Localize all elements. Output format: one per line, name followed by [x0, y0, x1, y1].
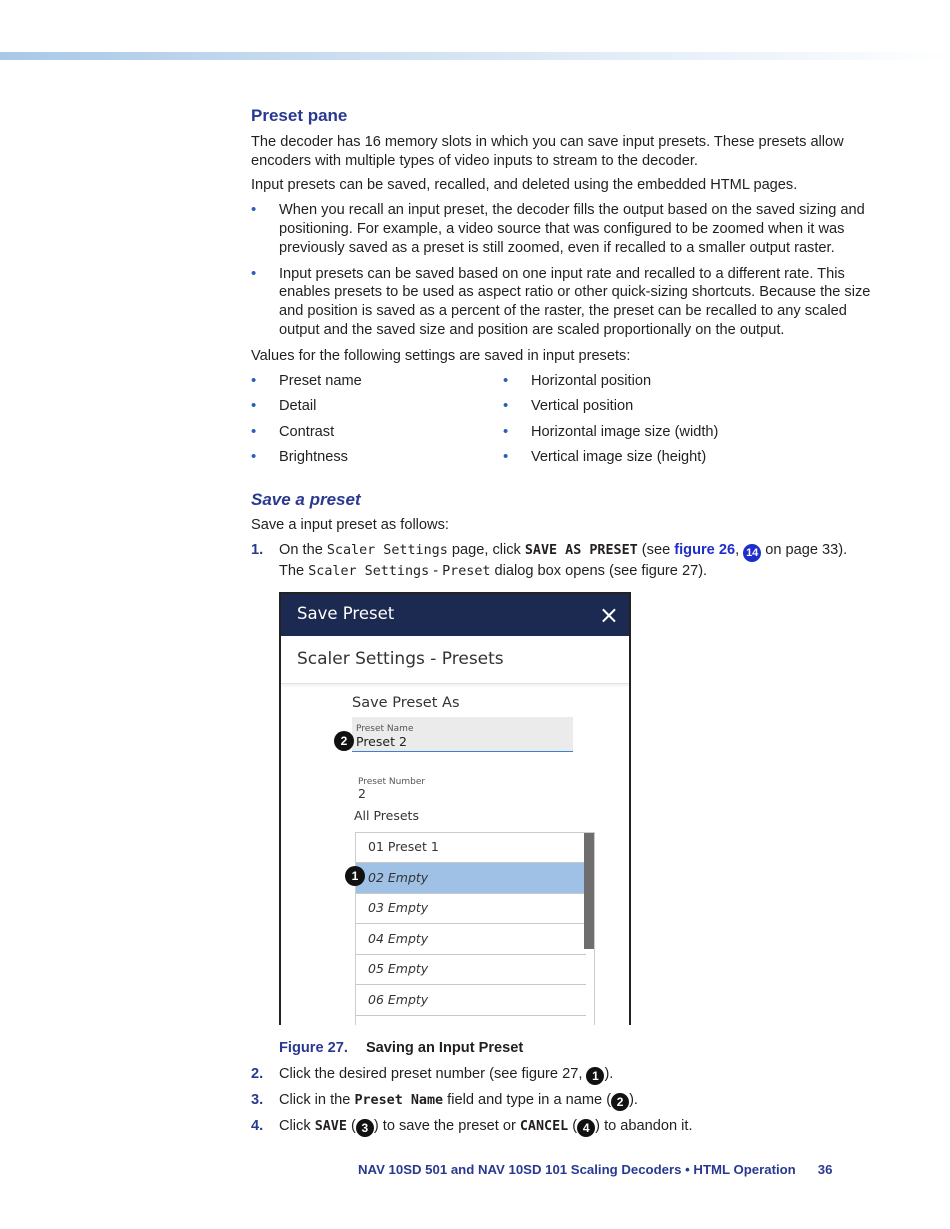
figure-title: Saving an Input Preset	[365, 1039, 524, 1056]
preset-row-selected[interactable]: 02 Empty	[356, 863, 586, 894]
list-item: • Preset name	[251, 371, 362, 389]
list-item: • Input presets can be saved based on one input rate and recalled to a different rate. This enables presets to be used as aspect ratio or other quick-sizing shortcuts. Because the size and position is saved as a percent of the raster, the preset can be recalled to any scaled output and the saved size and position are scaled proportionally on the output.	[251, 264, 871, 338]
list-item: • Brightness	[251, 448, 348, 466]
bullet-icon: •	[251, 448, 257, 466]
preset-number-label: Preset Number	[358, 776, 426, 787]
settings-right-column	[503, 372, 863, 474]
bullet-icon: •	[251, 201, 257, 219]
code-text: CANCEL	[519, 1118, 569, 1134]
save-intro: Save a input preset as follows:	[251, 517, 449, 534]
settings-left-column	[251, 372, 503, 474]
footer-text: NAV 10SD 501 and NAV 10SD 101 Scaling Decoders • HTML Operation	[358, 1162, 796, 1177]
preset-row[interactable]: 04 Empty	[356, 924, 586, 955]
dialog-header	[281, 594, 629, 636]
page-content	[251, 107, 871, 1143]
callout-3-icon: 3	[356, 1119, 374, 1137]
header-band	[0, 52, 950, 60]
callout-1-icon: 1	[345, 866, 365, 886]
preset-row[interactable]: 01 Preset 1	[356, 833, 586, 864]
all-presets-label: All Presets	[354, 807, 419, 823]
steps-list	[251, 541, 871, 582]
preset-name-field[interactable]	[352, 717, 573, 752]
bullet-icon: •	[251, 422, 257, 440]
callout-14-icon: 14	[743, 544, 761, 562]
list-scrollbar[interactable]	[584, 833, 594, 949]
code-text: SAVE	[314, 1118, 347, 1134]
figure-caption	[279, 1039, 871, 1058]
dialog-subtitle: Scaler Settings - Presets	[281, 636, 629, 684]
intro-paragraph: Input presets can be saved, recalled, and deleted using the embedded HTML pages.	[251, 177, 798, 194]
save-as-label: Save Preset As	[352, 694, 460, 711]
preset-name-value[interactable]: Preset 2	[356, 733, 407, 749]
step-4: 4. Click SAVE ( 3 ) to save the preset or CANCEL ( 4 ) to abandon it.	[251, 1117, 693, 1135]
bullet-icon: •	[251, 371, 257, 389]
code-text: Scaler Settings	[308, 564, 430, 580]
list-item: • When you recall an input preset, the decoder fills the output based on the saved sizing and positioning. For example, a video source that was configured to be zoomed when it was previously saved as a preset is still zoomed, even if recalled to a smaller output raster.	[251, 201, 865, 256]
figure-label: Figure 27.	[279, 1039, 348, 1056]
close-icon[interactable]: ×	[598, 600, 619, 629]
page-footer	[358, 1162, 832, 1177]
bullet-icon: •	[251, 397, 257, 415]
behavior-bullets	[251, 201, 871, 340]
preset-name-label: Preset Name	[356, 723, 414, 734]
list-item: • Vertical position	[503, 397, 634, 415]
subsection-title: Save a preset	[251, 489, 361, 509]
list-item: • Horizontal image size (width)	[503, 422, 719, 440]
save-preset-dialog	[279, 592, 631, 1025]
intro-paragraph: The decoder has 16 memory slots in which you can save input presets. These presets allow encoders with multiple types of video inputs to stream to the decoder.	[251, 133, 844, 169]
preset-number-value: 2	[358, 785, 366, 801]
preset-row[interactable]: 03 Empty	[356, 894, 586, 925]
bullet-icon: •	[503, 422, 509, 440]
list-item: • Horizontal position	[503, 371, 652, 389]
dialog-title: Save Preset	[297, 604, 395, 624]
list-item: • Contrast	[251, 422, 335, 440]
section-title: Preset pane	[251, 106, 348, 125]
values-intro: Values for the following settings are saved in input presets:	[251, 347, 631, 364]
bullet-icon: •	[503, 371, 509, 389]
bullet-icon: •	[503, 397, 509, 415]
callout-2-icon: 2	[611, 1093, 629, 1111]
steps-list-continued	[251, 1065, 871, 1137]
preset-row[interactable]: 05 Empty	[356, 955, 586, 986]
bullet-icon: •	[251, 264, 257, 282]
step-3: 3. Click in the Preset Name field and type in a name ( 2 ).	[251, 1091, 638, 1109]
code-text: Preset	[442, 564, 491, 580]
code-text: Preset Name	[354, 1092, 444, 1108]
list-item: • Vertical image size (height)	[503, 448, 707, 466]
callout-2-icon: 2	[334, 731, 354, 751]
step-2: 2. Click the desired preset number (see figure 27, 1 ).	[251, 1065, 614, 1083]
page-number: 36	[817, 1162, 833, 1177]
callout-1-icon: 1	[586, 1067, 604, 1085]
settings-list	[251, 372, 871, 474]
bullet-icon: •	[503, 448, 509, 466]
preset-row[interactable]: 06 Empty	[356, 985, 586, 1016]
figure-link[interactable]: figure 26	[674, 542, 736, 559]
code-text: Scaler Settings	[326, 543, 448, 559]
list-item: • Detail	[251, 397, 317, 415]
code-text: SAVE AS PRESET	[524, 543, 638, 559]
step-1: 1. On the Scaler Settings page, click SAVE AS PRESET (see figure 26, 14 on page 33). The Scaler Settings - Preset dialog box opens (see figure 27).	[251, 542, 848, 580]
callout-4-icon: 4	[577, 1119, 595, 1137]
presets-list	[355, 832, 595, 1025]
